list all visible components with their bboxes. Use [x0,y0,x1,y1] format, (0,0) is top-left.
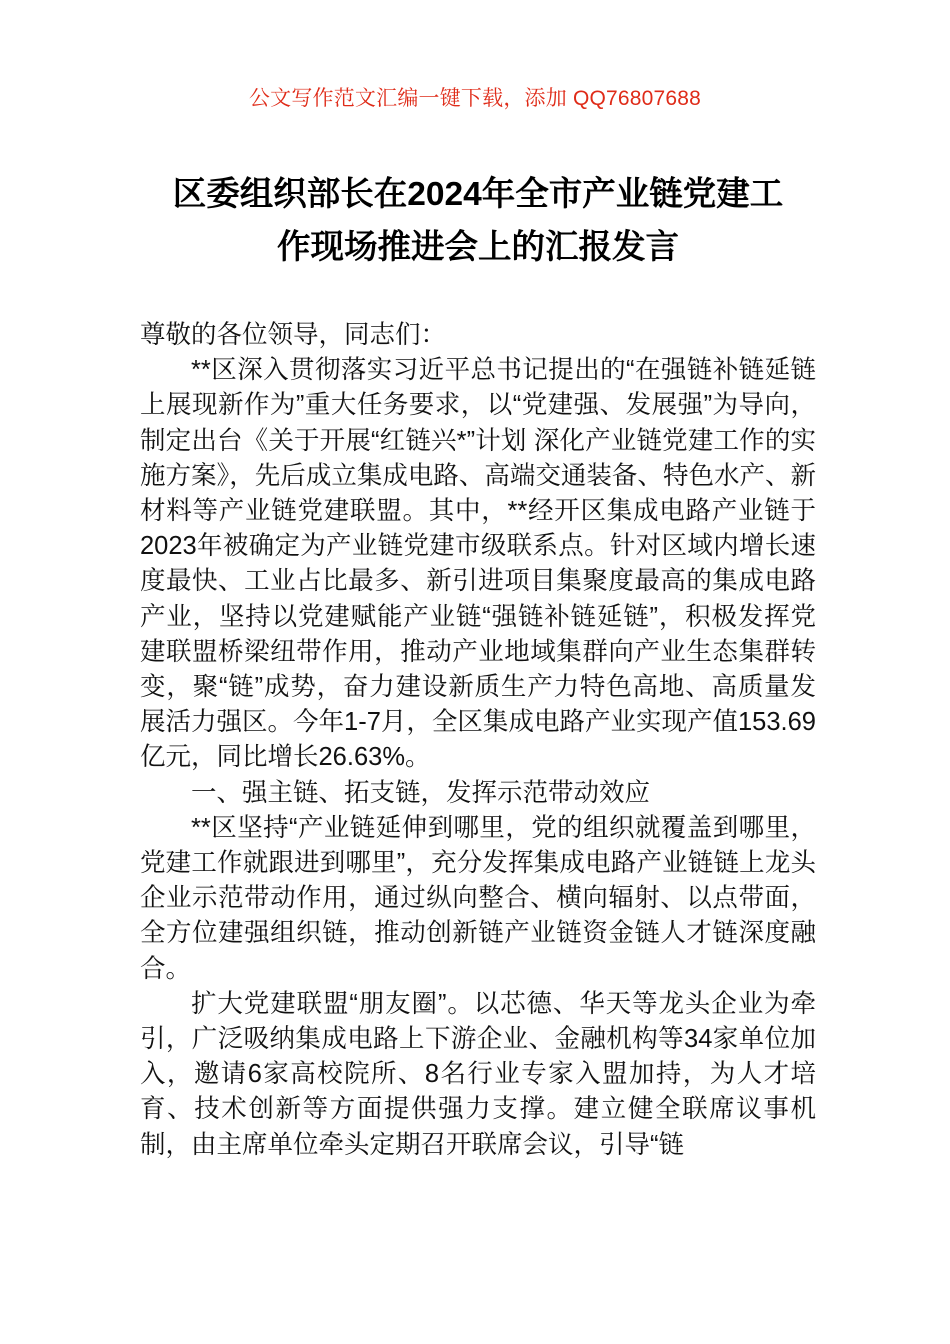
document-body [140,168,816,1163]
salutation: 尊敬的各位领导，同志们： [140,321,447,349]
body-text [140,318,816,1163]
paragraph-section-one-lead: **区坚持“产业链延伸到哪里，党的组织就覆盖到哪里，党建工作就跟进到哪里”，充分发挥集成电路产业链链上龙头企业示范带动作用，通过纵向整合、横向辐射、以点带面，全方位建强组织链，推动创新链产业链资金链人才链深度融合。 [140,813,816,983]
paragraph-intro: **区深入贯彻落实习近平总书记提出的“在强链补链延链上展现新作为”重大任务要求，以“党建强、发展强”为导向，制定出台《关于开展“红链兴*”计划 深化产业链党建工作的实施方案》，先后成立集成电路、高端交通装备、特色水产、新材料等产业链党建联盟。其中，**经开区集成电路产业链于2023年被确定为产业链党建市级联系点。针对区域内增长速度最快、工业占比最多、新引进项目集聚度最高的集成电路产业，坚持以党建赋能产业链“强链补链延链”，积极发挥党建联盟桥梁纽带作用，推动产业地域集群向产业生态集群转变，聚“链”成势，奋力建设新质生产力特色高地、高质量发展活力强区。今年1-7月，全区集成电路产业实现产值153.69亿元，同比增长26.63%。 [140,356,816,772]
page-title-line-1: 区委组织部长在2024年全市产业链党建工 [172,176,784,213]
page-title-line-2: 作现场推进会上的汇报发言 [277,229,679,266]
paragraph-alliance-circle: 扩大党建联盟“朋友圈”。以芯德、华天等龙头企业为牵引，广泛吸纳集成电路上下游企业、金融机构等34家单位加入，邀请6家高校院所、8名行业专家入盟加持，为人才培育、技术创新等方面提供强力支撑。建立健全联席议事机制，由主席单位牵头定期召开联席会议，引导“链 [140,989,816,1159]
section-heading-one: 一、强主链、拓支链，发挥示范带动效应 [191,778,651,807]
page-title [140,168,816,274]
watermark-banner: 公文写作范文汇编一键下载，添加 QQ76807688 [248,87,702,110]
